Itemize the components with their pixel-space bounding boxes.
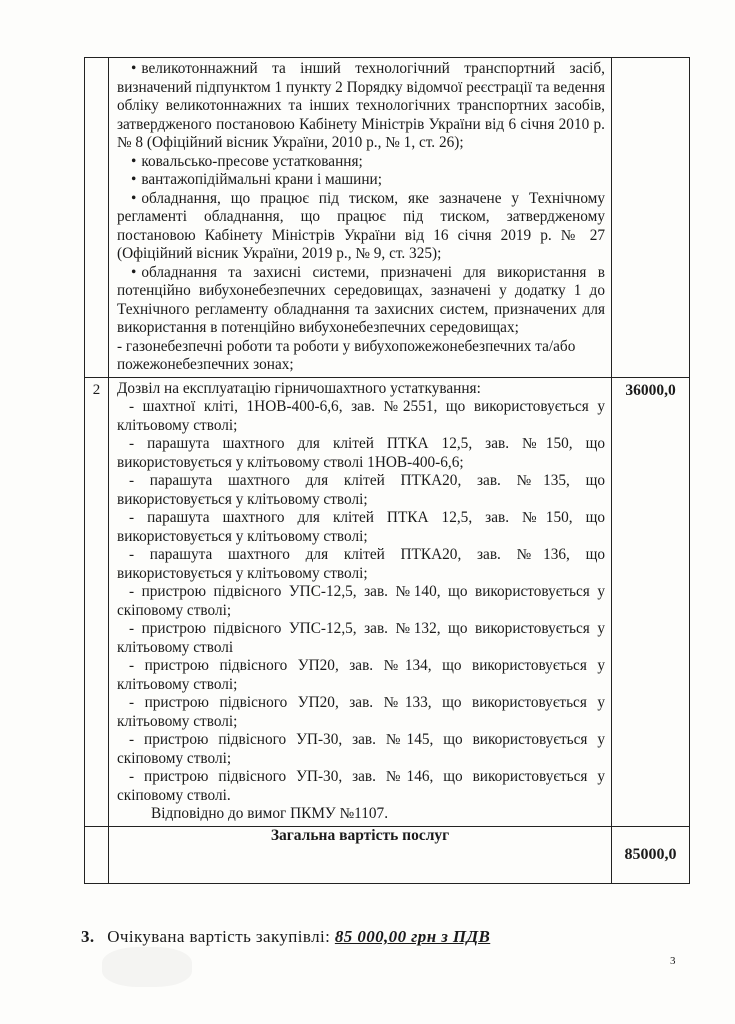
- list-item: - парашута шахтного для клітей ПТКА 12,5, зав. №150, що використовується у клітьовому стволі 1НОВ-400-6,6;: [117, 435, 605, 471]
- row-price-cell: 36000,0: [612, 377, 690, 826]
- row-note: Відповідно до вимог ПКМУ №1107.: [151, 805, 389, 822]
- list-item: - пристрою підвісного УП-30, зав. №145, що використовується у скіповому стволі;: [117, 731, 605, 767]
- table-row-continued: [85, 58, 690, 378]
- section-number: 3.: [81, 927, 95, 946]
- total-price: 85000,0: [612, 826, 690, 883]
- table-row-2: [85, 377, 690, 826]
- list-item: - шахтної кліті, 1НОВ-400-6,6, зав. №2551, що використовується у клітьовому стволі;: [117, 398, 605, 434]
- list-item: - парашута шахтного для клітей ПТКА20, зав. №136, що використовується у клітьовому стволі;: [117, 546, 605, 582]
- faint-stamp-mark: [102, 947, 192, 987]
- row-number-cell: [85, 826, 109, 883]
- list-item: - пристрою підвісного УП20, зав. №134, що використовується у клітьовому стволі;: [117, 657, 605, 693]
- total-label: Загальна вартість послуг: [109, 826, 612, 883]
- expected-cost-line: [81, 927, 490, 947]
- expected-cost-value: 85 000,00 грн з ПДВ: [334, 927, 491, 946]
- row-number-cell: [85, 58, 109, 378]
- list-item-bullet: • обладнання та захисні системи, призначені для використання в потенційно вибухонебезпечних середовищах, зазначені у додатку 1 до Технічного регламенту обладнання та захисних систем, призначених для використання в потенційно вибухонебезпечних середовищах;: [117, 264, 605, 338]
- page-number: 3: [670, 955, 676, 967]
- list-item-bullet: • ковальсько-пресове устатковання;: [117, 153, 605, 172]
- row-description-cell: [109, 58, 612, 378]
- list-item: - пристрою підвісного УП-30, зав. №146, що використовується у скіповому стволі.: [117, 768, 605, 804]
- row-number-cell: 2: [85, 377, 109, 826]
- row-title: Дозвіл на експлуатацію гірничошахтного устаткування:: [117, 379, 481, 397]
- list-item: - парашута шахтного для клітей ПТКА 12,5, зав. №150, що використовується у клітьовому стволі;: [117, 509, 605, 545]
- row-price-cell: [612, 58, 690, 378]
- list-item: - пристрою підвісного УП20, зав. №133, що використовується у клітьовому стволі;: [117, 694, 605, 730]
- list-item: - пристрою підвісного УПС-12,5, зав. №132, що використовується у клітьовому стволі: [117, 620, 605, 656]
- list-item: - пристрою підвісного УПС-12,5, зав. №140, що використовується у скіповому стволі;: [117, 583, 605, 619]
- expected-cost-label: Очікувана вартість закупівлі:: [107, 927, 331, 946]
- row-description-cell: [109, 377, 612, 826]
- list-item-dash: - газонебезпечні роботи та роботи у вибухопожежонебезпечних та/або пожежонебезпечних зонах;: [117, 337, 576, 373]
- list-item-bullet: • великотоннажний та інший технологічний транспортний засіб, визначений підпунктом 1 пункту 2 Порядку відомчої реєстрації та ведення обліку великотоннажних та інших технологічних транспортних засобів, затвердженого постановою Кабінету Міністрів України від 6 січня 2010 р. № 8 (Офіційний вісник України, 2010 р., № 1, ст. 26);: [117, 60, 605, 153]
- list-item-bullet: • обладнання, що працює під тиском, яке зазначене у Технічному регламенті обладнання, що працює під тиском, затвердженому постановою Кабінету Міністрів України від 16 січня 2019 р. № 27 (Офіційний вісник України, 2019 р., № 9, ст. 325);: [117, 190, 605, 264]
- table-row-total: [85, 826, 690, 883]
- list-item-bullet: • вантажопідіймальні крани і машини;: [117, 171, 605, 190]
- services-table: [84, 57, 690, 884]
- list-item: - парашута шахтного для клітей ПТКА20, зав. №135, що використовується у клітьовому стволі;: [117, 472, 605, 508]
